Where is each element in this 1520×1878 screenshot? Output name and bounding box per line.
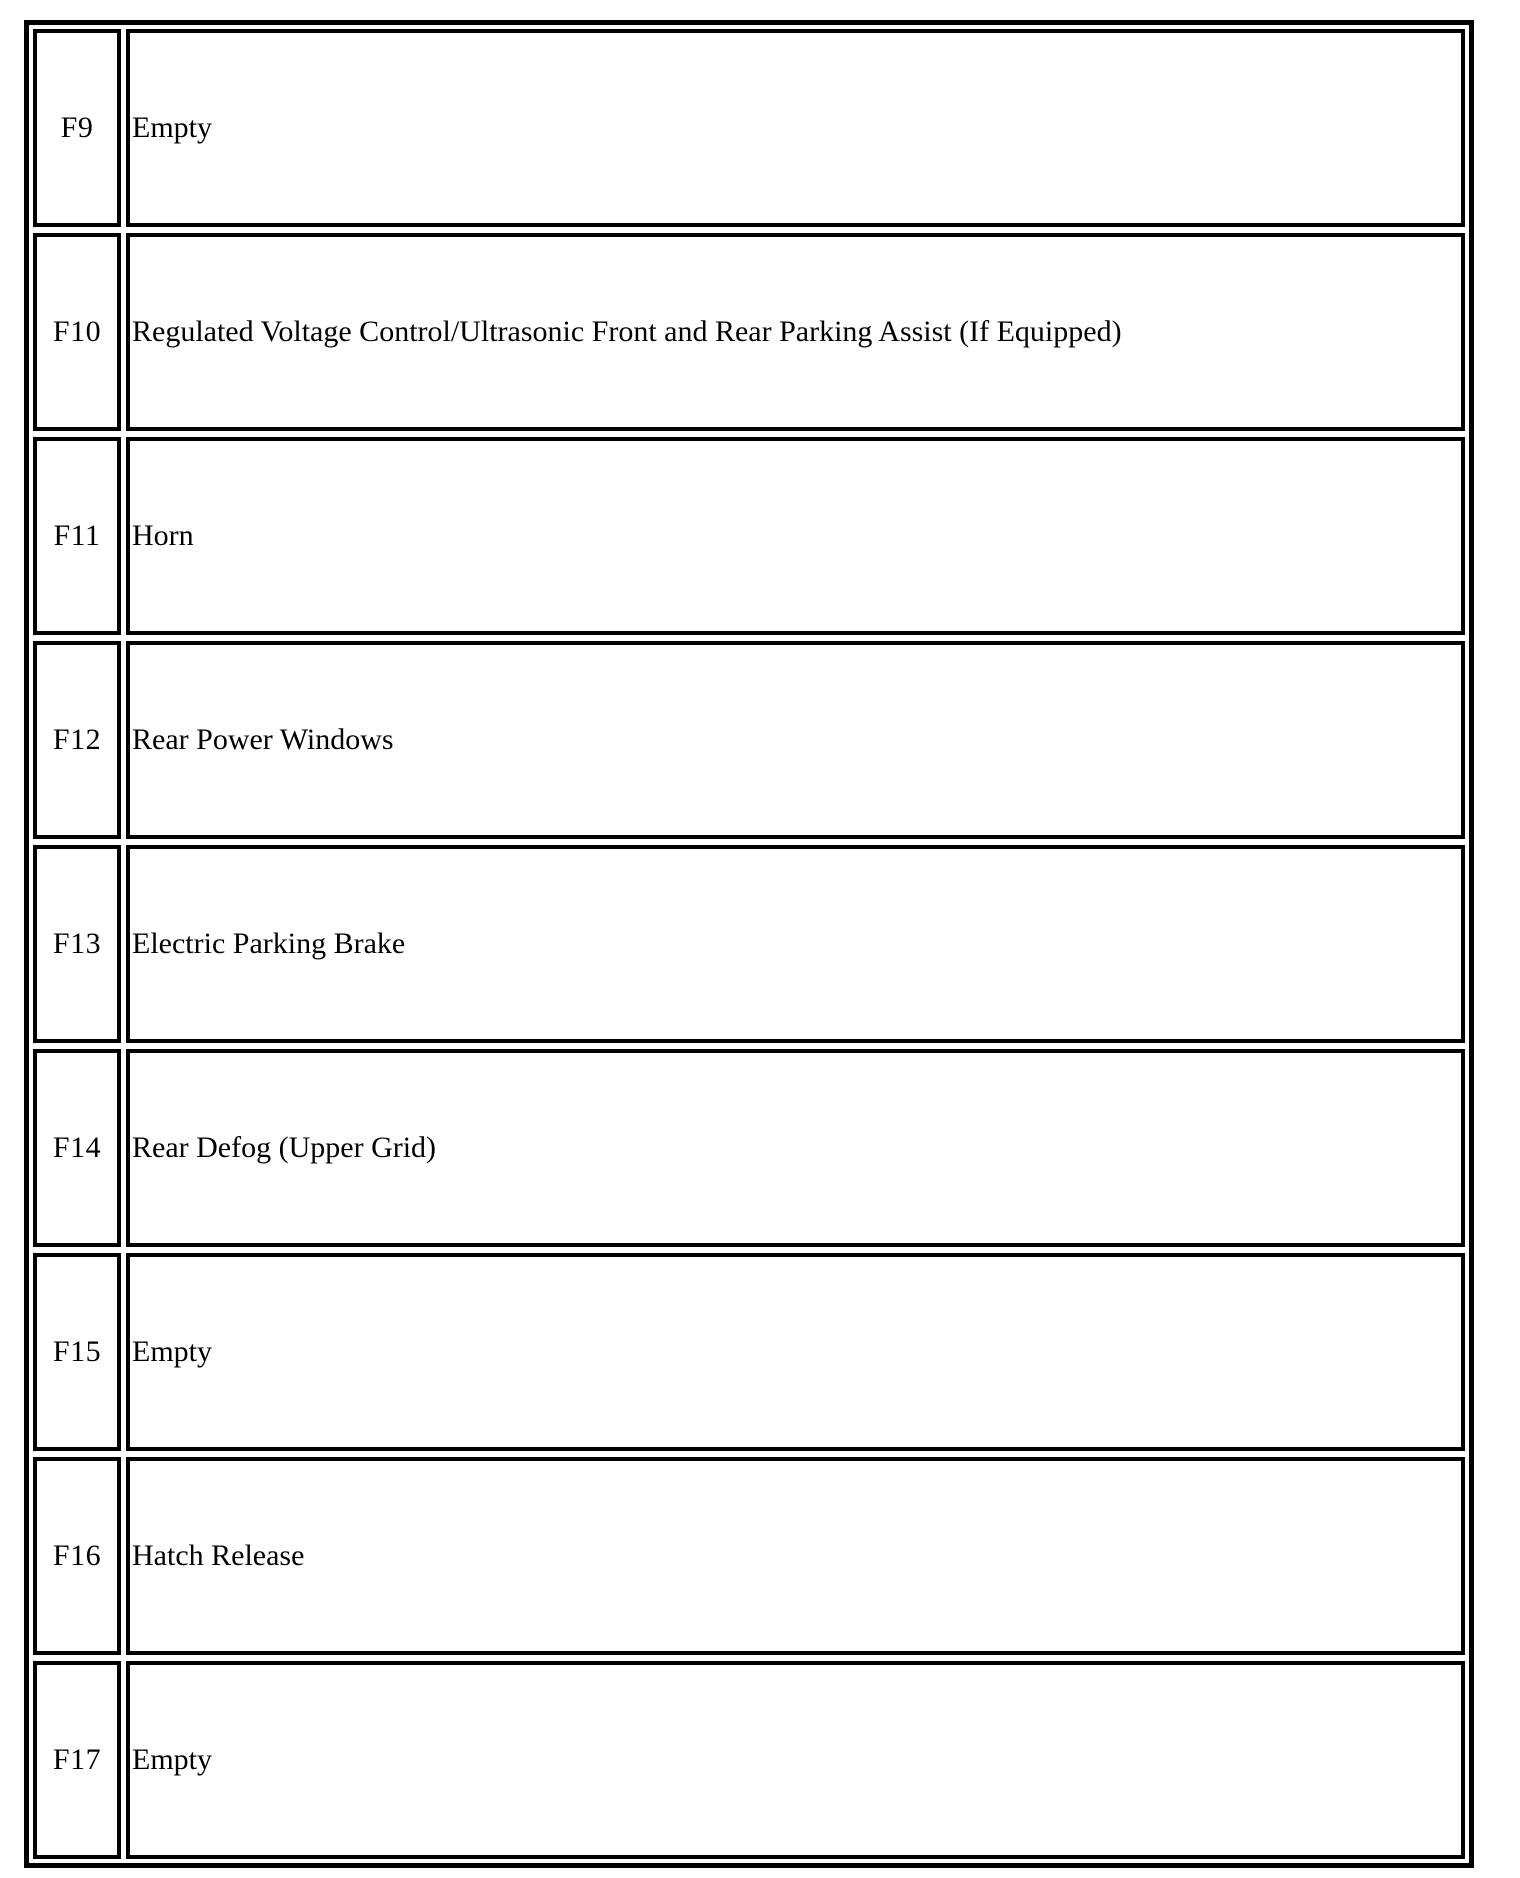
fuse-number: F17 bbox=[33, 1661, 121, 1859]
table-row bbox=[29, 1049, 1469, 1247]
table-row bbox=[29, 1661, 1469, 1859]
fuse-table bbox=[24, 20, 1474, 1868]
table-row bbox=[29, 1457, 1469, 1655]
fuse-number: F10 bbox=[33, 233, 121, 431]
fuse-description: Rear Defog (Upper Grid) bbox=[126, 1049, 1465, 1247]
fuse-description: Electric Parking Brake bbox=[126, 845, 1465, 1043]
fuse-number: F11 bbox=[33, 437, 121, 635]
fuse-description: Empty bbox=[126, 1661, 1465, 1859]
fuse-description: Horn bbox=[126, 437, 1465, 635]
fuse-description: Hatch Release bbox=[126, 1457, 1465, 1655]
table-row bbox=[29, 437, 1469, 635]
fuse-description: Regulated Voltage Control/Ultrasonic Front and Rear Parking Assist (If Equipped) bbox=[126, 233, 1465, 431]
table-row bbox=[29, 29, 1469, 227]
table-row bbox=[29, 845, 1469, 1043]
fuse-number: F13 bbox=[33, 845, 121, 1043]
table-row bbox=[29, 233, 1469, 431]
table-row bbox=[29, 641, 1469, 839]
fuse-number: F14 bbox=[33, 1049, 121, 1247]
fuse-description: Empty bbox=[126, 29, 1465, 227]
fuse-description: Empty bbox=[126, 1253, 1465, 1451]
fuse-description: Rear Power Windows bbox=[126, 641, 1465, 839]
fuse-number: F9 bbox=[33, 29, 121, 227]
fuse-number: F12 bbox=[33, 641, 121, 839]
fuse-number: F15 bbox=[33, 1253, 121, 1451]
fuse-number: F16 bbox=[33, 1457, 121, 1655]
table-row bbox=[29, 1253, 1469, 1451]
